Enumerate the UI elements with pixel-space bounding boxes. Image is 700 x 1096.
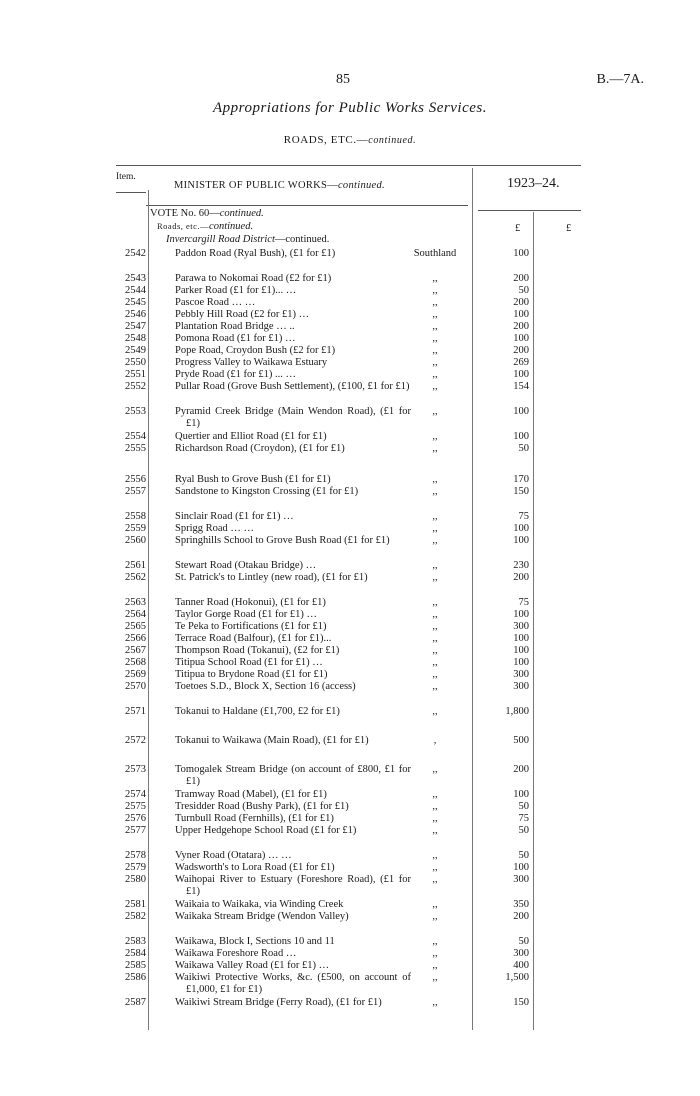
item-number: 2586 [125, 972, 146, 983]
item-amount: 1,800 [505, 706, 529, 717]
item-district: ,, [432, 609, 438, 620]
item-amount: 200 [513, 911, 529, 922]
item-district: ,, [432, 273, 438, 284]
item-amount: 50 [518, 936, 529, 947]
item-amount: 300 [513, 948, 529, 959]
item-amount: 200 [513, 321, 529, 332]
item-amount: 100 [513, 609, 529, 620]
item-amount: 200 [513, 764, 529, 775]
item-number: 2587 [125, 997, 146, 1008]
district-column-rule [472, 168, 473, 1030]
item-number: 2565 [125, 621, 146, 632]
item-amount: 170 [513, 474, 529, 485]
item-description: Pyramid Creek Bridge (Main Wendon Road), (£1 for £1) [175, 406, 411, 429]
item-number: 2546 [125, 309, 146, 320]
item-district: ,, [432, 899, 438, 910]
item-amount: 200 [513, 345, 529, 356]
item-description: Stewart Road (Otakau Bridge) … [175, 560, 317, 571]
item-description: Pope Road, Croydon Bush (£2 for £1) [175, 345, 336, 356]
item-amount: 100 [513, 333, 529, 344]
district-heading [166, 234, 329, 245]
item-number: 2547 [125, 321, 146, 332]
item-district: ,, [432, 381, 438, 392]
item-number: 2557 [125, 486, 146, 497]
item-amount: 100 [513, 431, 529, 442]
year-header: 1923–24. [507, 176, 560, 191]
item-district: ,, [432, 825, 438, 836]
table-top-rule [116, 165, 581, 166]
item-district: ,, [432, 309, 438, 320]
item-description: Parawa to Nokomai Road (£2 for £1) [175, 273, 332, 284]
item-amount: 100 [513, 248, 529, 259]
item-amount: 200 [513, 273, 529, 284]
item-amount: 100 [513, 369, 529, 380]
item-number: 2569 [125, 669, 146, 680]
ministry-header [174, 180, 385, 191]
item-number: 2567 [125, 645, 146, 656]
item-amount: 150 [513, 997, 529, 1008]
item-number: 2553 [125, 406, 146, 417]
item-number: 2552 [125, 381, 146, 392]
item-description: Toetoes S.D., Block X, Section 16 (access) [175, 681, 356, 692]
item-number: 2566 [125, 633, 146, 644]
item-description: Sinclair Road (£1 for £1) … [175, 511, 294, 522]
item-amount: 75 [518, 813, 529, 824]
item-district: ,, [432, 681, 438, 692]
item-amount: 100 [513, 657, 529, 668]
item-amount: 350 [513, 899, 529, 910]
item-district: ,, [432, 813, 438, 824]
item-district: ,, [432, 431, 438, 442]
section-title [0, 134, 700, 146]
item-header-dash [116, 192, 146, 193]
ministry-header-main: MINISTER OF PUBLIC WORKS— [174, 180, 338, 191]
item-district: ,, [432, 369, 438, 380]
item-description: Taylor Gorge Road (£1 for £1) … [175, 609, 317, 620]
item-number: 2562 [125, 572, 146, 583]
item-description: Pascoe Road … … [175, 297, 256, 308]
item-description: Pomona Road (£1 for £1) … [175, 333, 296, 344]
vote-heading-continued: continued. [219, 208, 264, 219]
item-number: 2579 [125, 862, 146, 873]
item-description: Parker Road (£1 for £1)... … [175, 285, 297, 296]
item-amount: 300 [513, 681, 529, 692]
section-title-main: ROADS, ETC.— [283, 134, 369, 146]
item-amount: 154 [513, 381, 529, 392]
ministry-header-continued: continued. [337, 180, 385, 191]
item-description: Tanner Road (Hokonui), (£1 for £1) [175, 597, 326, 608]
item-description: Upper Hedgehope School Road (£1 for £1) [175, 825, 357, 836]
page-number: 85 [336, 72, 350, 87]
item-number: 2542 [125, 248, 146, 259]
item-description: Paddon Road (Ryal Bush), (£1 for £1) [175, 248, 336, 259]
item-number: 2564 [125, 609, 146, 620]
item-number: 2550 [125, 357, 146, 368]
item-district: ,, [432, 972, 438, 983]
item-district: ,, [432, 321, 438, 332]
item-number: 2548 [125, 333, 146, 344]
item-amount: 100 [513, 862, 529, 873]
item-description: Springhills School to Grove Bush Road (£1 for £1) [175, 535, 390, 546]
item-column-rule [148, 190, 149, 1030]
item-description: Terrace Road (Balfour), (£1 for £1)... [175, 633, 332, 644]
item-description: Titipua to Brydone Road (£1 for £1) [175, 669, 328, 680]
item-number: 2571 [125, 706, 146, 717]
item-number: 2581 [125, 899, 146, 910]
item-district: ,, [432, 333, 438, 344]
item-number: 2551 [125, 369, 146, 380]
item-district: ,, [432, 535, 438, 546]
item-district: ,, [432, 572, 438, 583]
item-description: Waikawa, Block I, Sections 10 and 11 [175, 936, 335, 947]
item-description: Richardson Road (Croydon), (£1 for £1) [175, 443, 345, 454]
item-district: , [433, 735, 437, 746]
item-number: 2577 [125, 825, 146, 836]
item-description: Tresidder Road (Bushy Park), (£1 for £1) [175, 801, 349, 812]
currency-symbol: £ [566, 223, 572, 234]
item-amount: 50 [518, 285, 529, 296]
item-amount: 100 [513, 789, 529, 800]
item-number: 2543 [125, 273, 146, 284]
item-description: Pullar Road (Grove Bush Settlement), (£100, £1 for £1) [175, 381, 410, 392]
item-description: Waikiwi Stream Bridge (Ferry Road), (£1 for £1) [175, 997, 382, 1008]
item-district: ,, [432, 560, 438, 571]
item-description: Pebbly Hill Road (£2 for £1) … [175, 309, 310, 320]
item-description: St. Patrick's to Lintley (new road), (£1 for £1) [175, 572, 368, 583]
item-amount: 75 [518, 597, 529, 608]
item-number: 2563 [125, 597, 146, 608]
item-description: Progress Valley to Waikawa Estuary [175, 357, 328, 368]
item-district: ,, [432, 874, 438, 885]
item-number: 2575 [125, 801, 146, 812]
item-number: 2578 [125, 850, 146, 861]
item-amount: 75 [518, 511, 529, 522]
item-number: 2545 [125, 297, 146, 308]
item-number: 2580 [125, 874, 146, 885]
item-number: 2556 [125, 474, 146, 485]
item-district: ,, [432, 764, 438, 775]
item-district: ,, [432, 706, 438, 717]
item-amount: 100 [513, 535, 529, 546]
item-description: Titipua School Road (£1 for £1) … [175, 657, 323, 668]
item-number: 2558 [125, 511, 146, 522]
item-description: Waikaia to Waikaka, via Winding Creek [175, 899, 344, 910]
item-number: 2559 [125, 523, 146, 534]
item-amount: 400 [513, 960, 529, 971]
item-description: Waikiwi Protective Works, &c. (£500, on account of £1,000, £1 for £1) [175, 972, 411, 995]
item-district: ,, [432, 911, 438, 922]
item-description: Ryal Bush to Grove Bush (£1 for £1) [175, 474, 331, 485]
item-district: ,, [432, 621, 438, 632]
item-amount: 50 [518, 443, 529, 454]
item-district: ,, [432, 657, 438, 668]
item-amount: 269 [513, 357, 529, 368]
item-number: 2560 [125, 535, 146, 546]
item-number: 2554 [125, 431, 146, 442]
item-description: Thompson Road (Tokanui), (£2 for £1) [175, 645, 340, 656]
item-amount: 300 [513, 669, 529, 680]
item-district: ,, [432, 597, 438, 608]
item-district: ,, [432, 474, 438, 485]
item-district: ,, [432, 850, 438, 861]
item-amount: 150 [513, 486, 529, 497]
item-district: ,, [432, 789, 438, 800]
district-heading-main: Invercargill Road District [166, 234, 275, 245]
item-district: ,, [432, 345, 438, 356]
item-amount: 300 [513, 621, 529, 632]
item-district: ,, [432, 285, 438, 296]
item-description: Tokanui to Haldane (£1,700, £2 for £1) [175, 706, 340, 717]
item-description: Tokanui to Waikawa (Main Road), (£1 for £1) [175, 735, 369, 746]
item-district: ,, [432, 511, 438, 522]
item-description: Wadsworth's to Lora Road (£1 for £1) [175, 862, 335, 873]
item-number: 2561 [125, 560, 146, 571]
item-district: ,, [432, 669, 438, 680]
item-description: Plantation Road Bridge … .. [175, 321, 295, 332]
item-number: 2555 [125, 443, 146, 454]
item-amount: 200 [513, 297, 529, 308]
item-column-header: Item. [116, 172, 136, 182]
vote-heading-main: VOTE No. 60— [150, 208, 220, 219]
currency-symbol: £ [515, 223, 521, 234]
item-number: 2568 [125, 657, 146, 668]
roads-subheading [157, 221, 253, 232]
roads-subheading-main: Roads, etc.— [157, 221, 210, 231]
item-description: Tramway Road (Mabel), (£1 for £1) [175, 789, 327, 800]
item-amount: 100 [513, 633, 529, 644]
item-district: ,, [432, 486, 438, 497]
item-district: ,, [432, 862, 438, 873]
item-amount: 100 [513, 406, 529, 417]
item-district: ,, [432, 645, 438, 656]
item-description: Vyner Road (Otatara) … … [175, 850, 292, 861]
item-description: Quertier and Elliot Road (£1 for £1) [175, 431, 327, 442]
item-number: 2574 [125, 789, 146, 800]
item-number: 2544 [125, 285, 146, 296]
item-district: ,, [432, 406, 438, 417]
item-description: Waikawa Foreshore Road … [175, 948, 297, 959]
item-amount: 100 [513, 645, 529, 656]
item-number: 2549 [125, 345, 146, 356]
item-district: ,, [432, 801, 438, 812]
item-amount: 50 [518, 801, 529, 812]
item-amount: 500 [513, 735, 529, 746]
amount-column-rule [533, 212, 534, 1030]
item-number: 2583 [125, 936, 146, 947]
item-number: 2585 [125, 960, 146, 971]
item-description: Sprigg Road … … [175, 523, 255, 534]
item-amount: 100 [513, 309, 529, 320]
item-district: ,, [432, 297, 438, 308]
item-number: 2572 [125, 735, 146, 746]
item-amount: 100 [513, 523, 529, 534]
item-number: 2582 [125, 911, 146, 922]
district-heading-continued: —continued. [274, 234, 330, 245]
item-number: 2570 [125, 681, 146, 692]
item-district: ,, [432, 960, 438, 971]
item-district: ,, [432, 633, 438, 644]
item-amount: 200 [513, 572, 529, 583]
document-reference: B.—7A. [596, 72, 644, 87]
item-description: Turnbull Road (Fernhills), (£1 for £1) [175, 813, 334, 824]
item-district: ,, [432, 357, 438, 368]
item-description: Tomogalek Stream Bridge (on account of £800, £1 for £1) [175, 764, 411, 787]
item-amount: 50 [518, 825, 529, 836]
item-amount: 1,500 [505, 972, 529, 983]
item-amount: 50 [518, 850, 529, 861]
item-description: Waikawa Valley Road (£1 for £1) … [175, 960, 330, 971]
header-bottom-rule [146, 205, 468, 206]
item-description: Te Peka to Fortifications (£1 for £1) [175, 621, 327, 632]
item-district: Southland [413, 248, 457, 259]
item-district: ,, [432, 997, 438, 1008]
item-district: ,, [432, 523, 438, 534]
item-amount: 230 [513, 560, 529, 571]
item-district: ,, [432, 443, 438, 454]
item-number: 2584 [125, 948, 146, 959]
roads-subheading-continued: continued. [209, 221, 254, 232]
item-number: 2576 [125, 813, 146, 824]
section-title-continued: continued. [368, 135, 417, 146]
vote-heading [150, 208, 264, 219]
item-description: Waihopai River to Estuary (Foreshore Road), (£1 for £1) [175, 874, 411, 897]
item-amount: 300 [513, 874, 529, 885]
item-description: Sandstone to Kingston Crossing (£1 for £1) [175, 486, 359, 497]
page-title: Appropriations for Public Works Services. [213, 100, 487, 116]
item-description: Pryde Road (£1 for £1) ... … [175, 369, 297, 380]
item-district: ,, [432, 936, 438, 947]
year-header-rule [478, 210, 581, 211]
item-district: ,, [432, 948, 438, 959]
item-description: Waikaka Stream Bridge (Wendon Valley) [175, 911, 349, 922]
item-number: 2573 [125, 764, 146, 775]
